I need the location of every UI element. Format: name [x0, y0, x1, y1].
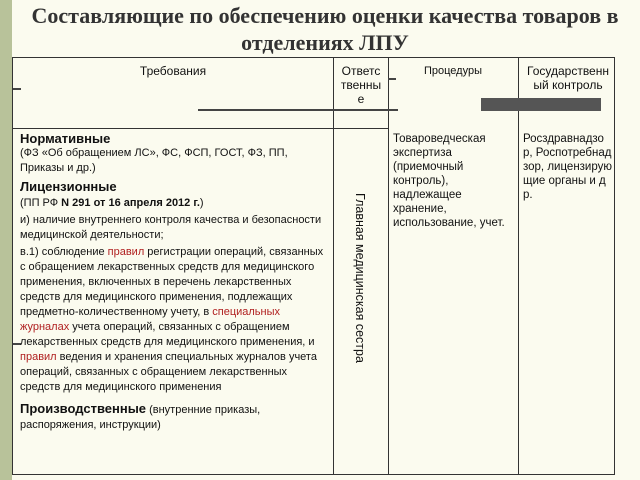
decor-line — [13, 88, 21, 90]
production-line: Производственные (внутренние приказы, распоряжения, инструкции) — [20, 401, 261, 431]
responsible-person: Главная медицинская сестра — [353, 193, 367, 363]
header-divider — [13, 128, 333, 129]
header-responsible: Ответственные — [340, 64, 382, 106]
normative-title: Нормативные — [20, 131, 111, 146]
requirements-cell — [20, 132, 330, 433]
state-control-text: Росздравнадзор, Роспотребнадзор, лицензирующие органы и др. — [523, 133, 613, 201]
requirements-table — [12, 57, 615, 475]
item-i: и) наличие внутреннего контроля качества и безопасности медицинской деятельности; — [20, 214, 322, 241]
page-title: Составляющие по обеспечению оценки качества товаров в отделениях ЛПУ — [31, 3, 619, 55]
normative-text: (ФЗ «Об обращением ЛС», ФС, ФСП, ГОСТ, ФЗ, ПП, Приказы и др.) — [20, 147, 288, 174]
header-requirements: Требования — [139, 64, 207, 78]
column-divider — [388, 58, 389, 474]
header-state-control: Государственный контроль — [527, 64, 609, 92]
column-divider — [333, 58, 334, 474]
item-v1: в.1) соблюдение правил регистрации операций, связанных с обращением лекарственных средств для медицинского применения, включенных в перечень лекарственных средств для медицинского применения, подлежащих предметно-количественному учету, в специальных журналах учета операций, связанных с обращением лекарственных средств для медицинского применения, и правил ведения и хранения специальных журналов учета операций, связанных с обращением лекарственных средств для медицинского применения — [20, 246, 324, 393]
left-decor-stripe — [0, 0, 12, 480]
header-divider — [333, 128, 388, 129]
license-title: Лицензионные — [20, 179, 117, 194]
decor-line — [198, 109, 398, 111]
license-reference: (ПП РФ N 291 от 16 апреля 2012 г.) — [20, 197, 204, 209]
decor-line — [388, 78, 396, 80]
procedures-text: Товароведческая экспертиза (приемочный контроль), надлежащее хранение, использование, учет. — [393, 133, 505, 229]
header-procedures: Процедуры — [423, 65, 482, 77]
column-divider — [518, 58, 519, 474]
decor-bar — [481, 98, 601, 111]
